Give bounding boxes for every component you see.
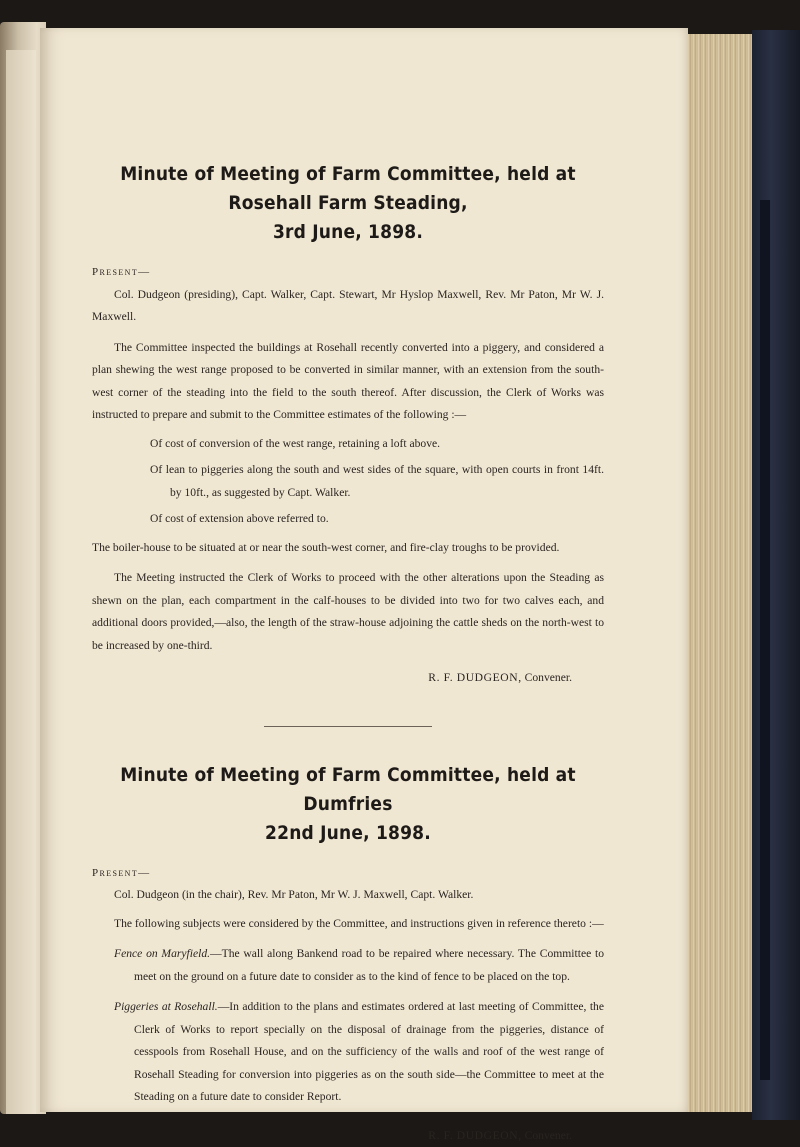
fence-item — [92, 943, 604, 988]
minute-1-title-line2: 3rd June, 1898. — [118, 218, 579, 247]
paragraph: The boiler-house to be situated at or near the south-west corner, and fire-clay troughs to be provided. — [92, 537, 604, 560]
paragraph: The Committee inspected the buildings at Rosehall recently converted into a piggery, and considered a plan shewing the west range proposed to be converted in similar manner, with an extension from the south-west corner of the steading into the field to the south thereof. After discussion, the Clerk of Works was instructed to prepare and submit to the Committee estimates of the following :— — [92, 337, 604, 427]
piggeries-item-label: Piggeries at Rosehall. — [114, 1000, 218, 1013]
signature — [92, 1125, 604, 1147]
page-content — [92, 160, 604, 1147]
attendees-text: Col. Dudgeon (presiding), Capt. Walker, Capt. Stewart, Mr Hyslop Maxwell, Rev. Mr Paton, Mr W. J. Maxwell. — [92, 284, 604, 329]
section-divider — [264, 726, 432, 727]
facing-page-inner — [6, 50, 36, 1114]
estimate-item: Of cost of extension above referred to. — [92, 508, 604, 531]
piggeries-item — [92, 996, 604, 1109]
attendees-text: Col. Dudgeon (in the chair), Rev. Mr Paton, Mr W. J. Maxwell, Capt. Walker. — [92, 884, 604, 907]
minute-1-title — [118, 160, 579, 247]
piggeries-item-text: —In addition to the plans and estimates ordered at last meeting of Committee, the Clerk of Works to report specially on the disposal of drainage from the piggeries, distance of cesspools from Rosehall House, and on the sufficiency of the walls and roof of the west range of Rosehall Steading for conversion into piggeries as on the south side—the Committee to meet at the Steading on a future date to consider Report. — [134, 1000, 604, 1103]
minute-2-title — [118, 761, 579, 848]
signature-name: R. F. DUDGEON, — [428, 1129, 521, 1142]
fence-item-text: —The wall along Bankend road to be repaired where necessary. The Committee to meet on the ground on a future date to consider as to the kind of fence to be placed on the top. — [134, 947, 604, 983]
cover-binding — [760, 200, 770, 1080]
signature — [92, 667, 604, 690]
minute-2 — [92, 761, 604, 1147]
estimate-item: Of cost of conversion of the west range, retaining a loft above. — [92, 433, 604, 456]
signature-role: Convener. — [525, 671, 572, 684]
page-edges-stack — [682, 34, 754, 1112]
paragraph: The Meeting instructed the Clerk of Works to proceed with the other alterations upon the Steading as shewn on the plan, each compartment in the calf-houses to be divided into two for two calves each, and additional doors provided,—also, the length of the straw-house adjoining the cattle sheds on the north-west to be increased by one-third. — [92, 567, 604, 657]
minute-1 — [92, 160, 604, 690]
present-label: Present— — [92, 261, 604, 284]
present-label: Present— — [92, 862, 604, 885]
minute-2-title-line2: 22nd June, 1898. — [118, 819, 579, 848]
fence-item-label: Fence on Maryfield. — [114, 947, 210, 960]
paragraph: The following subjects were considered by the Committee, and instructions given in reference thereto :— — [92, 913, 604, 936]
minute-2-title-line1: Minute of Meeting of Farm Committee, held at Dumfries — [118, 761, 579, 819]
signature-name: R. F. DUDGEON, — [428, 671, 521, 684]
minute-1-title-line1: Minute of Meeting of Farm Committee, held at Rosehall Farm Steading, — [118, 160, 579, 218]
estimate-item: Of lean to piggeries along the south and west sides of the square, with open courts in front 14ft. by 10ft., as suggested by Capt. Walker. — [92, 459, 604, 504]
signature-role: Convener. — [525, 1129, 572, 1142]
